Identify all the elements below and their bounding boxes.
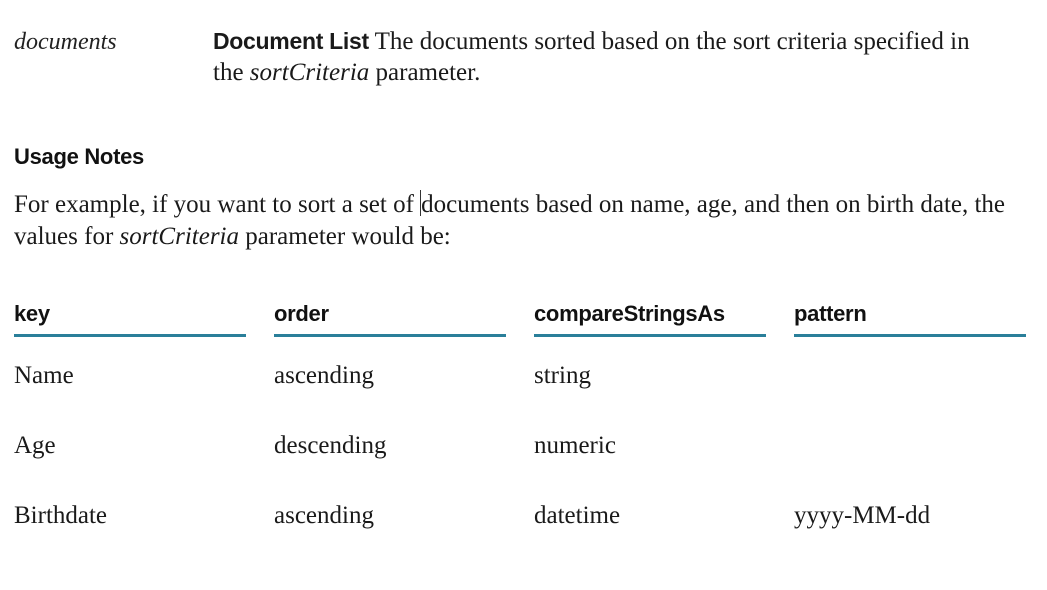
table-cell-compare: datetime xyxy=(534,502,621,529)
table-cell-key: Name xyxy=(14,362,74,389)
table-cell-compare: string xyxy=(534,362,591,389)
usage-text-parameter: sortCriteria xyxy=(119,223,240,250)
usage-notes-heading: Usage Notes xyxy=(14,144,144,169)
table-cell-order: descending xyxy=(274,432,387,459)
column-header-order: order xyxy=(274,298,506,337)
table-cell-order: ascending xyxy=(274,362,374,389)
parameter-name: documents xyxy=(14,29,117,55)
table-cell-key: Birthdate xyxy=(14,502,108,529)
parameter-description-end: parameter. xyxy=(369,59,481,86)
parameter-description xyxy=(213,26,973,88)
usage-text-end: parameter would be: xyxy=(239,223,451,250)
table-cell-pattern: yyyy-MM-dd xyxy=(794,502,931,529)
column-header-pattern: pattern xyxy=(794,298,1026,337)
usage-text-start: For example, if you want to sort a set of xyxy=(14,191,421,218)
parameter-description-text: The documents sorted based on the sort criteria specified in the xyxy=(213,28,970,86)
column-header-key: key xyxy=(14,298,246,337)
usage-notes-text xyxy=(14,189,1024,253)
parameter-reference: sortCriteria xyxy=(249,59,370,86)
table-cell-key: Age xyxy=(14,432,56,459)
usage-text-middle: documents based on name, age, and then on birth date, the values for xyxy=(14,191,1006,250)
table-cell-compare: numeric xyxy=(534,432,616,459)
table-cell-order: ascending xyxy=(274,502,374,529)
parameter-type: Document List xyxy=(213,28,369,54)
column-header-compare-strings-as: compareStringsAs xyxy=(534,298,766,337)
